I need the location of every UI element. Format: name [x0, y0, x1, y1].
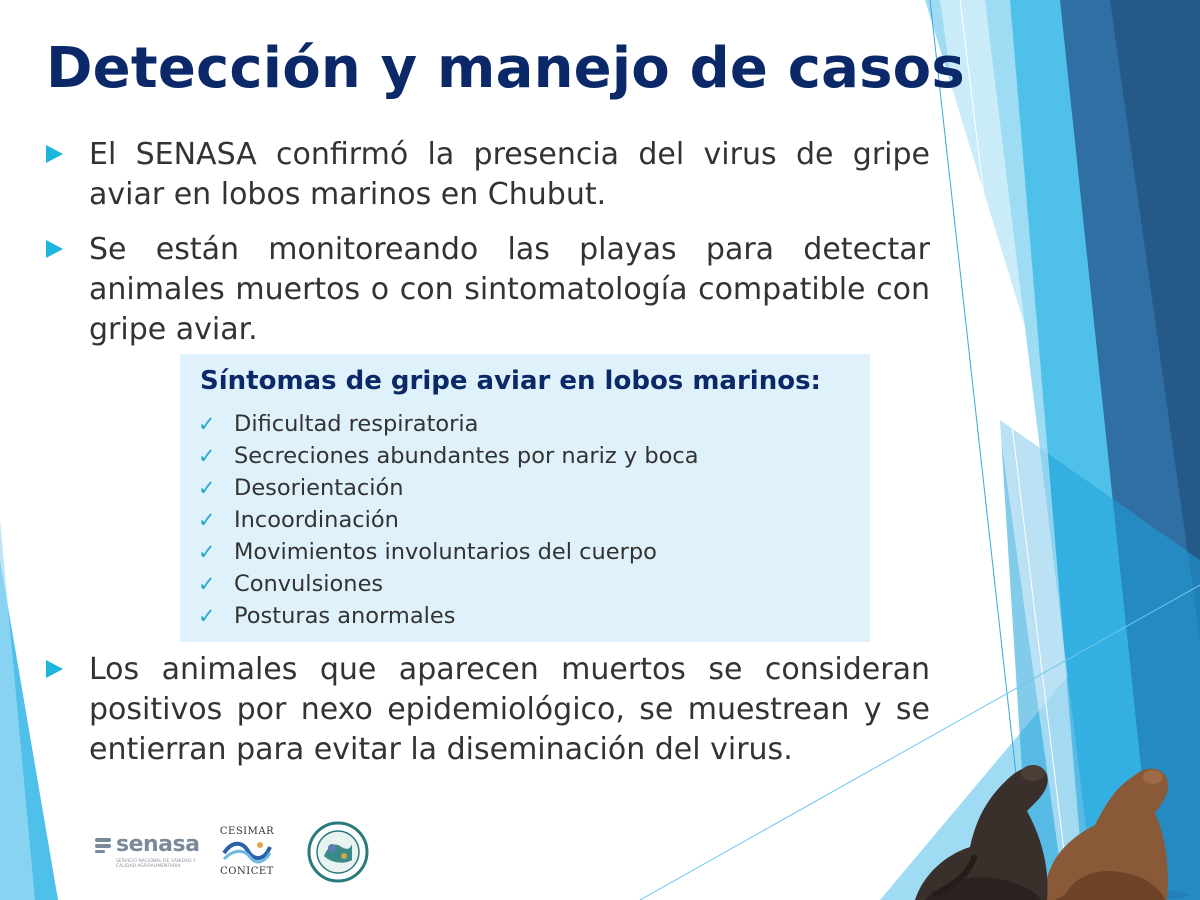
bg-shape-left-corner-light — [0, 520, 35, 900]
symptoms-box — [180, 354, 870, 642]
symptoms-title: Síntomas de gripe aviar en lobos marinos: — [200, 366, 821, 396]
bullet-item — [46, 650, 930, 770]
symptom-item — [198, 568, 852, 600]
symptom-text: Movimientos involuntarios del cuerpo — [234, 539, 657, 565]
senasa-subtitle: SERVICIO NACIONAL DE SANIDAD Y CALIDAD AGROALIMENTARIA — [116, 859, 196, 869]
senasa-logo — [94, 832, 204, 872]
symptom-item — [198, 600, 852, 632]
checkmark-icon: ✓ — [198, 508, 216, 532]
cesimar-conicet-logo — [216, 826, 278, 882]
checkmark-icon: ✓ — [198, 572, 216, 596]
symptom-text: Convulsiones — [234, 571, 384, 597]
bullet-item — [46, 230, 930, 350]
bullet-item — [46, 135, 930, 215]
conicet-label: CONICET — [220, 866, 274, 877]
symptom-text: Desorientación — [234, 475, 404, 501]
checkmark-icon: ✓ — [198, 540, 216, 564]
symptom-item — [198, 408, 852, 440]
cesimar-wave-icon — [222, 839, 272, 865]
triangle-right-icon — [46, 145, 63, 163]
checkmark-icon: ✓ — [198, 444, 216, 468]
senasa-wordmark: senasa — [116, 832, 200, 857]
checkmark-icon: ✓ — [198, 476, 216, 500]
bullet-text: El SENASA confirmó la presencia del virus de gripe aviar en lobos marinos en Chubut. — [89, 137, 930, 212]
symptom-item — [198, 536, 852, 568]
institution-seal-logo — [306, 820, 370, 884]
symptom-text: Secreciones abundantes por nariz y boca — [234, 443, 699, 469]
checkmark-icon: ✓ — [198, 412, 216, 436]
symptom-text: Dificultad respiratoria — [234, 411, 479, 437]
symptoms-list — [198, 408, 852, 632]
bullet-text: Los animales que aparecen muertos se consideran positivos por nexo epidemiológico, se muestrean y se entierran para evitar la diseminación del virus. — [89, 652, 930, 767]
triangle-right-icon — [46, 660, 63, 678]
symptom-text: Posturas anormales — [234, 603, 456, 629]
senasa-mark-icon — [94, 836, 112, 854]
triangle-right-icon — [46, 240, 63, 258]
cesimar-label: CESIMAR — [219, 826, 275, 837]
checkmark-icon: ✓ — [198, 604, 216, 628]
slide-title: Detección y manejo de casos — [46, 36, 965, 101]
symptom-text: Incoordinación — [234, 507, 399, 533]
symptom-item — [198, 472, 852, 504]
symptom-item — [198, 504, 852, 536]
sea-lions-image — [915, 755, 1200, 900]
bullet-text: Se están monitoreando las playas para detectar animales muertos o con sintomatología compatible con gripe aviar. — [89, 232, 930, 347]
symptom-item — [198, 440, 852, 472]
